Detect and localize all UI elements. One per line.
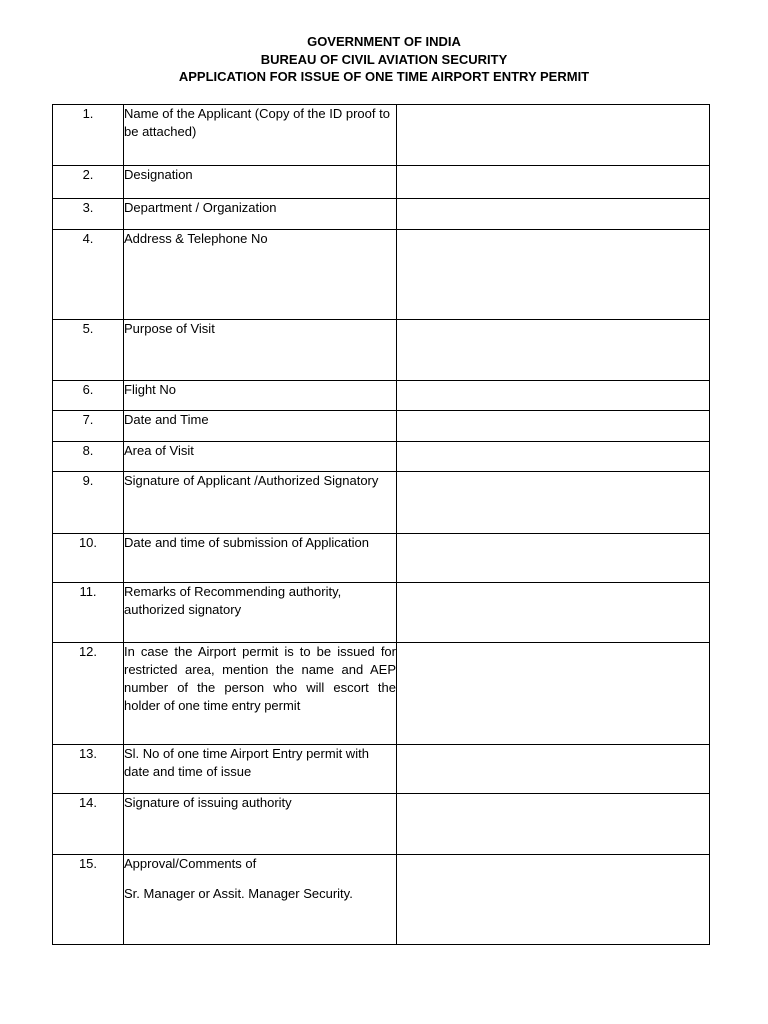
form-row: [53, 442, 710, 472]
header-line-1: GOVERNMENT OF INDIA: [307, 34, 461, 49]
row-number: 9.: [53, 472, 124, 534]
row-value-field[interactable]: [397, 472, 710, 534]
row-label-line-1: Approval/Comments of: [124, 856, 257, 871]
application-form-table: [52, 104, 710, 945]
row-label-line-2: Sr. Manager or Assit. Manager Security.: [124, 886, 353, 901]
row-number: 3.: [53, 199, 124, 230]
header-line-3: APPLICATION FOR ISSUE OF ONE TIME AIRPORT ENTRY PERMIT: [178, 69, 590, 84]
row-value-field[interactable]: [397, 230, 710, 320]
row-label: Signature of Applicant /Authorized Signatory: [124, 472, 397, 534]
row-value-field[interactable]: [397, 105, 710, 166]
row-number: 11.: [53, 583, 124, 643]
row-value-field[interactable]: [397, 745, 710, 794]
row-label: Remarks of Recommending authority, authorized signatory: [124, 583, 397, 643]
row-number: 15.: [53, 855, 124, 945]
row-number: 1.: [53, 105, 124, 166]
row-label: Sl. No of one time Airport Entry permit with date and time of issue: [124, 745, 397, 794]
row-number: 5.: [53, 320, 124, 381]
row-value-field[interactable]: [397, 411, 710, 442]
form-row: [53, 166, 710, 199]
row-value-field[interactable]: [397, 442, 710, 472]
header-line-2: BUREAU OF CIVIL AVIATION SECURITY: [260, 51, 508, 67]
form-row: [53, 794, 710, 855]
row-label: In case the Airport permit is to be issued for restricted area, mention the name and AEP number of the person who will escort the holder of one time entry permit: [124, 643, 397, 745]
row-label: [124, 855, 397, 945]
form-header: [0, 33, 768, 86]
form-row: [53, 855, 710, 945]
row-number: 10.: [53, 534, 124, 583]
row-label: Name of the Applicant (Copy of the ID proof to be attached): [124, 105, 397, 166]
row-label: Date and time of submission of Application: [124, 534, 397, 583]
row-number: 6.: [53, 381, 124, 411]
row-label: Date and Time: [124, 411, 397, 442]
row-label: Purpose of Visit: [124, 320, 397, 381]
row-value-field[interactable]: [397, 166, 710, 199]
row-label: Address & Telephone No: [124, 230, 397, 320]
row-value-field[interactable]: [397, 534, 710, 583]
row-number: 2.: [53, 166, 124, 199]
form-row: [53, 472, 710, 534]
form-row: [53, 745, 710, 794]
form-row: [53, 643, 710, 745]
row-value-field[interactable]: [397, 320, 710, 381]
row-number: 13.: [53, 745, 124, 794]
row-value-field[interactable]: [397, 583, 710, 643]
form-row: [53, 534, 710, 583]
row-label: Area of Visit: [124, 442, 397, 472]
form-row: [53, 199, 710, 230]
row-value-field[interactable]: [397, 199, 710, 230]
row-value-field[interactable]: [397, 381, 710, 411]
form-row: [53, 381, 710, 411]
row-label: Signature of issuing authority: [124, 794, 397, 855]
form-row: [53, 411, 710, 442]
row-value-field[interactable]: [397, 643, 710, 745]
form-row: [53, 320, 710, 381]
row-number: 14.: [53, 794, 124, 855]
form-row: [53, 230, 710, 320]
row-number: 8.: [53, 442, 124, 472]
row-number: 12.: [53, 643, 124, 745]
row-label-gap: [124, 873, 396, 885]
row-number: 7.: [53, 411, 124, 442]
row-label: Flight No: [124, 381, 397, 411]
row-label: Department / Organization: [124, 199, 397, 230]
form-row: [53, 105, 710, 166]
row-value-field[interactable]: [397, 794, 710, 855]
row-label: Designation: [124, 166, 397, 199]
form-row: [53, 583, 710, 643]
row-value-field[interactable]: [397, 855, 710, 945]
row-number: 4.: [53, 230, 124, 320]
